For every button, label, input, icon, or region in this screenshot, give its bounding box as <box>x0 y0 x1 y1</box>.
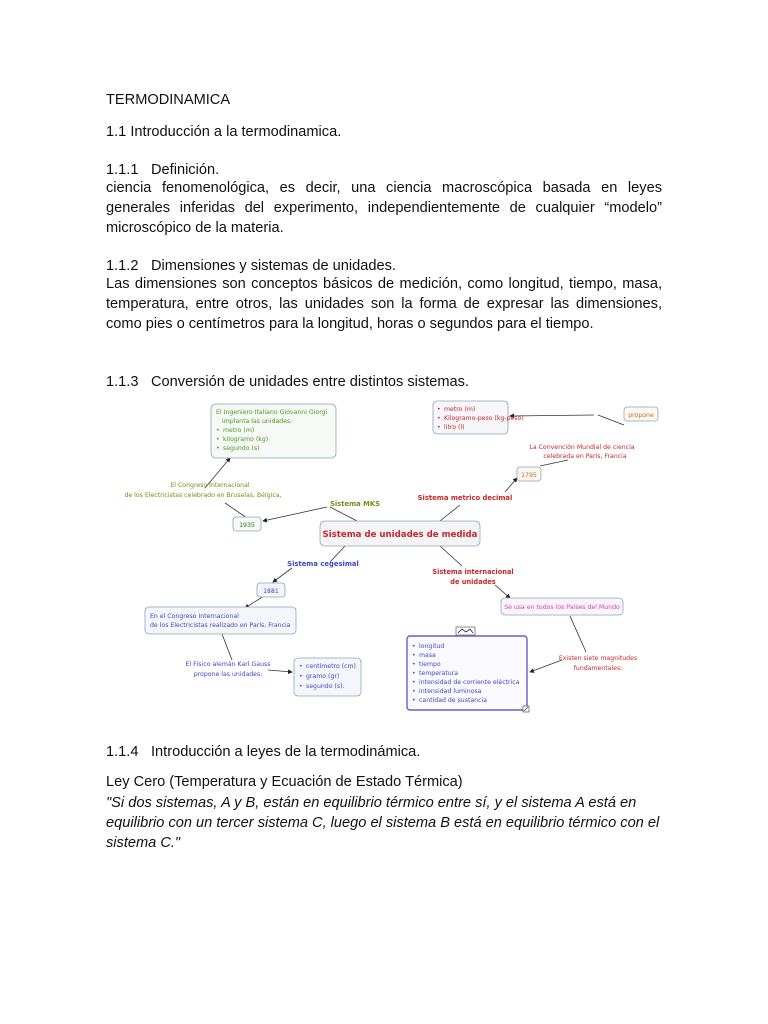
metric-item: Kilogramo-peso (kg-peso) <box>444 415 524 422</box>
congress-1881-box <box>145 607 296 634</box>
cgs-item-bullet: • <box>299 663 303 670</box>
giorgi-item: kilogramo (kg) <box>223 436 269 443</box>
section-number: 1.1.3 <box>106 374 139 390</box>
si-item: intensidad de corriente eléctrica <box>419 679 520 686</box>
giorgi-item-bullet: • <box>216 436 220 443</box>
congress-1881-line1: En el Congreso Internacional <box>150 613 239 620</box>
seven-line2: fundamentales: <box>573 665 623 672</box>
convention-line1: La Convención Mundial de ciencia <box>529 444 635 451</box>
center-node-label: Sistema de unidades de medida <box>322 530 478 540</box>
section-heading-1-1-4 <box>106 742 420 762</box>
giorgi-item: segundo (s) <box>223 445 260 452</box>
si-label-line2: de unidades <box>450 578 496 586</box>
section-heading-1-1-2 <box>106 256 396 276</box>
convention-line2: celebrada en París, Francia <box>543 453 627 460</box>
si-item-bullet: • <box>412 643 416 650</box>
cgs-item: centímetro (cm) <box>306 663 356 670</box>
section-heading-1-1-1 <box>106 160 219 180</box>
section-heading-1-1: 1.1 Introducción a la termodinamica. <box>106 124 342 140</box>
cgs-item: segundo (s). <box>306 683 345 690</box>
section-title: Introducción a leyes de la termodinámica. <box>151 744 421 760</box>
seven-line1: Existen siete magnitudes <box>558 655 638 662</box>
cgs-item: gramo (gr) <box>306 673 340 680</box>
dimensions-paragraph: Las dimensiones son conceptos básicos de medición, como longitud, tiempo, masa, temperatura, entre otros, las unidades son la forma de expresar las dimensiones, como pies o centímetros para la longitud, horas o segundos para el tiempo. <box>106 276 662 332</box>
si-item-bullet: • <box>412 688 416 695</box>
section-title: Definición. <box>151 162 220 178</box>
giorgi-item-bullet: • <box>216 445 220 452</box>
section-heading-1-1-3 <box>106 372 469 392</box>
section-number: 1.1.2 <box>106 258 139 274</box>
si-item: longitud <box>419 643 445 650</box>
si-item: masa <box>419 652 436 659</box>
si-item: tiempo <box>419 661 441 668</box>
metric-item-bullet: • <box>437 406 441 413</box>
giorgi-item-bullet: • <box>216 427 220 434</box>
si-item-bullet: • <box>412 697 416 704</box>
si-world: Se usa en todos los Países del Mundo <box>504 604 620 611</box>
metric-item-bullet: • <box>437 424 441 431</box>
mks-label: Sistema MKS <box>329 500 381 508</box>
metric-item: litro (l) <box>444 424 465 431</box>
cgs-item-bullet: • <box>299 683 303 690</box>
congress-1881-line2: de los Electricistas realizado en París, Francia <box>150 622 291 629</box>
definition-paragraph: ciencia fenomenológica, es decir, una ciencia macroscópica basada en leyes generales inferidas del experimento, independientemente de cualquier “modelo” microscópico de la materia. <box>106 180 662 236</box>
year-1881: 1881 <box>263 588 279 595</box>
congress-1935-line1: El Congreso Internacional <box>170 482 250 489</box>
gauss-line1: El Físico alemán Karl Gauss <box>185 661 271 668</box>
si-item-bullet: • <box>412 661 416 668</box>
si-item: intensidad luminosa <box>419 688 482 695</box>
ley-cero-quote: "Si dos sistemas, A y B, están en equilibrio térmico entre sí, y el sistema A está en equilibrio con un tercer sistema C, luego el sistema B está en equilibrio térmico con el sistema C." <box>106 795 660 851</box>
si-item: cantidad de sustancia <box>419 697 487 704</box>
giorgi-item: metro (m) <box>223 427 255 434</box>
si-item-bullet: • <box>412 679 416 686</box>
congress-1935-line2: de los Electricistas celebrado en Bruselas, Bélgica, <box>124 492 282 499</box>
cgs-label: Sistema cegesimal <box>287 560 359 568</box>
section-title: Dimensiones y sistemas de unidades. <box>151 258 396 274</box>
cgs-item-bullet: • <box>299 673 303 680</box>
document-title: TERMODINAMICA <box>106 92 231 108</box>
metric-label: Sistema metrico decimal <box>417 494 513 502</box>
metric-item-bullet: • <box>437 415 441 422</box>
si-item-bullet: • <box>412 652 416 659</box>
year-1935: 1935 <box>239 522 255 529</box>
si-item-bullet: • <box>412 670 416 677</box>
collapse-handle-icon[interactable] <box>456 627 475 635</box>
giorgi-line1: El Ingeniero Italiano Giovanni Giorgi <box>216 409 328 416</box>
section-number: 1.1.4 <box>106 744 139 760</box>
giorgi-line2: implanta las unidades: <box>222 418 293 425</box>
gauss-line2: propone las unidades: <box>193 671 263 678</box>
propone: propone <box>628 412 654 419</box>
ley-cero-title: Ley Cero (Temperatura y Ecuación de Estado Térmica) <box>106 774 463 790</box>
section-title: Conversión de unidades entre distintos sistemas. <box>151 374 469 390</box>
metric-item: metro (m) <box>444 406 476 413</box>
year-1795: 1795 <box>521 472 537 479</box>
si-item: temperatura <box>419 670 459 677</box>
section-number: 1.1.1 <box>106 162 139 178</box>
si-label-line1: Sistema internacional <box>432 568 514 576</box>
